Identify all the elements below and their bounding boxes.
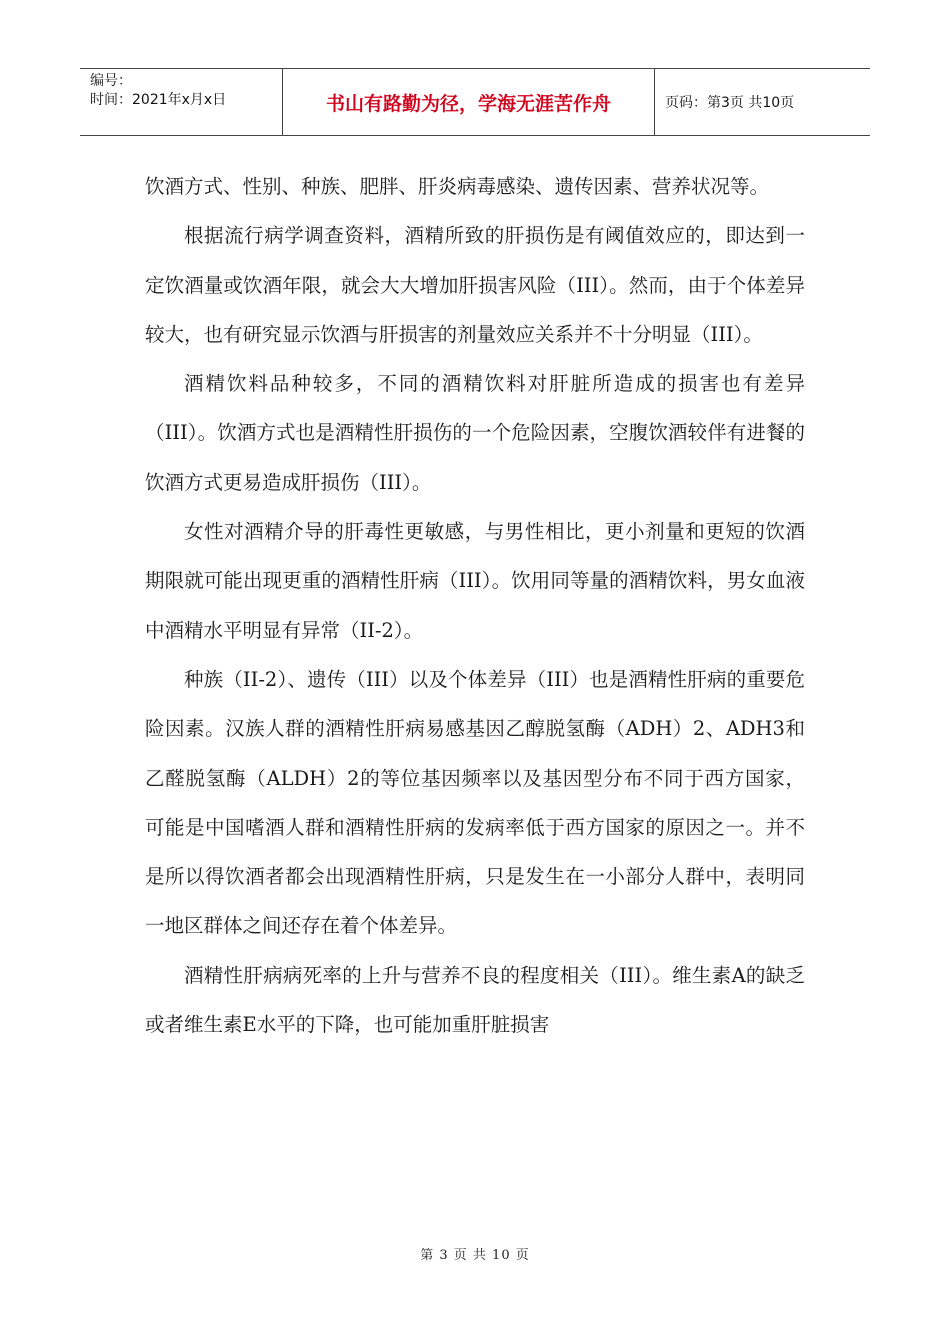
paragraph: 女性对酒精介导的肝毒性更敏感，与男性相比，更小剂量和更短的饮酒期限就可能出现更重的酒精性肝病（III）。饮用同等量的酒精饮料，男女血液中酒精水平明显有异常（II-2）。	[145, 520, 805, 642]
header-page-number: 页码：第3页 共10页	[665, 95, 795, 111]
header-motto: 书山有路勤为径，学海无涯苦作舟	[283, 69, 655, 135]
doc-date: 时间：2021年x月x日	[90, 92, 227, 108]
page-footer: 第 3 页 共 10 页	[420, 1248, 530, 1263]
paragraph: 酒精性肝病病死率的上升与营养不良的程度相关（III）。维生素A的缺乏或者维生素E水平的下降，也可能加重肝脏损害	[145, 963, 805, 1037]
page-header	[80, 68, 870, 136]
paragraph: 饮酒方式、性别、种族、肥胖、肝炎病毒感染、遗传因素、营养状况等。	[145, 175, 770, 198]
header-meta	[80, 69, 283, 135]
paragraph: 种族（II-2）、遗传（III）以及个体差异（III）也是酒精性肝病的重要危险因素。汉族人群的酒精性肝病易感基因乙醇脱氢酶（ADH）2、ADH3和乙醛脱氢酶（ALDH）2的等位基因频率以及基因型分布不同于西方国家， 可能是中国嗜酒人群和酒精性肝病的发病率低于西方国家的原因之一。并不是所以得饮酒者都会出现酒精性肝病，只是发生在一小部分人群中，表明同一地区群体之间还存在着个体差异。	[145, 667, 805, 938]
paragraph: 酒精饮料品种较多，不同的酒精饮料对肝脏所造成的损害也有差异（III）。饮酒方式也是酒精性肝损伤的一个危险因素，空腹饮酒较伴有进餐的饮酒方式更易造成肝损伤（III）。	[145, 372, 805, 494]
paragraph: 根据流行病学调查资料，酒精所致的肝损伤是有阈值效应的，即达到一定饮酒量或饮酒年限，就会大大增加肝损害风险（III）。然而，由于个体差异较大，也有研究显示饮酒与肝损害的剂量效应关系并不十分明显（III）。	[145, 224, 805, 346]
document-body	[145, 162, 805, 1049]
doc-number: 编号：	[90, 73, 132, 89]
